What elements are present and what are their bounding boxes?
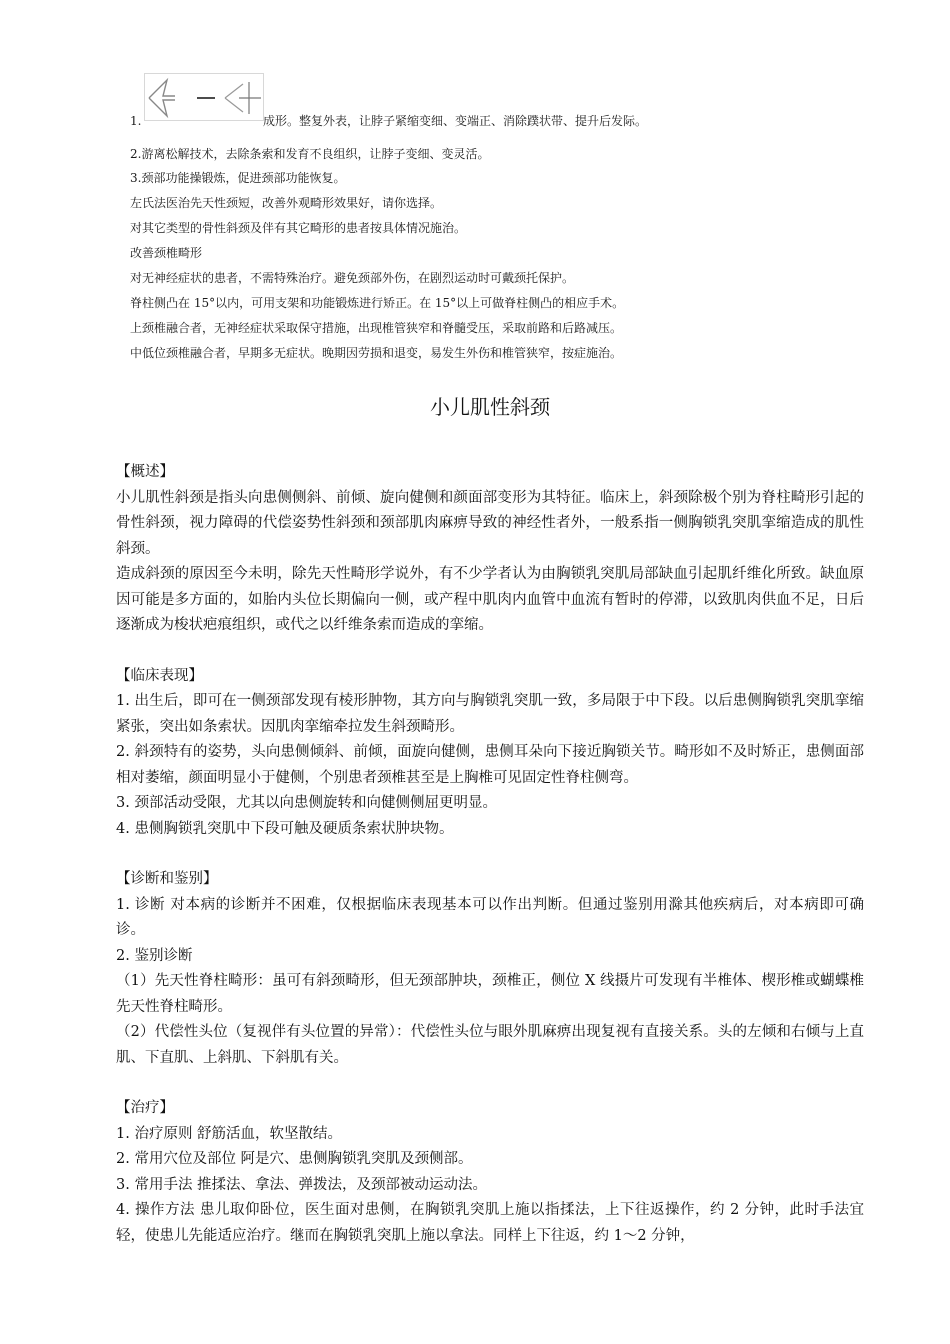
neck-diagram-icon [145, 74, 263, 120]
main-content [116, 460, 864, 1249]
paragraph: 造成斜颈的原因至今未明，除先天性畸形学说外，有不少学者认为由胸锁乳突肌局部缺血引起肌纤维化所致。缺血原因可能是多方面的，如胎内头位长期偏向一侧，或产程中肌肉内血管中血流有暂时的停滞，以致肌肉供血不足，日后逐渐成为梭状疤痕组织，或代之以纤维条索而造成的挛缩。 [116, 566, 864, 633]
top-line: 对其它类型的骨性斜颈及伴有其它畸形的患者按具体情况施治。 [130, 221, 467, 235]
paragraph: 4. 操作方法 患儿取仰卧位，医生面对患侧，在胸锁乳突肌上施以指揉法，上下往返操作，约 2 分钟，此时手法宜轻，使患儿先能适应治疗。继而在胸锁乳突肌上施以拿法。同样上下往返，约 1～2 分钟， [116, 1202, 864, 1244]
top-line-1-text: 成形。整复外表，让脖子紧缩变细、变端正、消除蹼状带、提升后发际。 [263, 114, 648, 128]
top-line: 3.颈部功能操锻炼，促进颈部功能恢复。 [130, 171, 346, 185]
neck-diagram-image [144, 73, 264, 121]
paragraph: 2. 斜颈特有的姿势，头向患侧倾斜、前倾，面旋向健侧，患侧耳朵向下接近胸锁关节。畸形如不及时矫正，患侧面部相对萎缩，颜面明显小于健侧，个别患者颈椎甚至是上胸椎可见固定性脊柱侧弯。 [116, 744, 864, 786]
top-line: 上颈椎融合者，无神经症状采取保守措施，出现椎管狭窄和脊髓受压，采取前路和后路减压。 [130, 321, 623, 335]
paragraph: 2. 常用穴位及部位 阿是穴、患侧胸锁乳突肌及颈侧部。 [116, 1151, 473, 1167]
paragraph: 3. 常用手法 推揉法、拿法、弹拨法，及颈部被动运动法。 [116, 1176, 488, 1193]
top-line: 中低位颈椎融合者，早期多无症状。晚期因劳损和退变，易发生外伤和椎管狭窄，按症施治。 [130, 346, 623, 360]
paragraph: （1）先天性脊柱畸形：虽可有斜颈畸形，但无颈部肿块，颈椎正，侧位 X 线摄片可发现有半椎体、楔形椎或蝴蝶椎先天性脊柱畸形。 [116, 973, 864, 1015]
top-line: 左氏法医治先天性颈短，改善外观畸形效果好，请你选择。 [130, 196, 443, 210]
page-title: 小儿肌性斜颈 [430, 395, 550, 419]
top-line: 2.游离松解技术，去除条索和发育不良组织，让脖子变细、变灵活。 [130, 147, 490, 161]
paragraph: 2. 鉴别诊断 [116, 947, 193, 964]
paragraph: 小儿肌性斜颈是指头向患侧侧斜、前倾、旋向健侧和颜面部变形为其特征。临床上，斜颈除极个别为脊柱畸形引起的骨性斜颈，视力障碍的代偿姿势性斜颈和颈部肌肉麻痹导致的神经性者外，一般系指一侧胸锁乳突肌挛缩造成的肌性斜颈。 [116, 489, 864, 557]
paragraph: 1. 治疗原则 舒筋活血，软坚散结。 [116, 1125, 343, 1142]
section-heading-diagnosis: 【诊断和鉴别】 [116, 871, 218, 887]
top-line-1-prefix: 1. [130, 114, 142, 128]
paragraph: 4. 患侧胸锁乳突肌中下段可触及硬质条索状肿块物。 [116, 820, 454, 837]
paragraph: 1. 诊断 对本病的诊断并不困难，仅根据临床表现基本可以作出判断。但通过鉴别用滁其他疾病后，对本病即可确诊。 [116, 896, 864, 938]
section-heading-clinical: 【临床表现】 [116, 667, 203, 684]
paragraph: 1. 出生后，即可在一侧颈部发现有棱形肿物，其方向与胸锁乳突肌一致，多局限于中下段。以后患侧胸锁乳突肌挛缩紧张，突出如条索状。因肌肉挛缩牵拉发生斜颈畸形。 [116, 693, 864, 735]
paragraph: （2）代偿性头位（复视伴有头位置的异常）：代偿性头位与眼外肌麻痹出现复视有直接关系。头的左倾和右倾与上直肌、下直肌、上斜肌、下斜肌有关。 [116, 1024, 864, 1066]
section-heading-overview: 【概述】 [116, 464, 174, 480]
section-heading-treatment: 【治疗】 [116, 1100, 174, 1116]
top-line: 改善颈椎畸形 [130, 246, 203, 260]
top-line: 对无神经症状的患者，不需特殊治疗。避免颈部外伤，在剧烈运动时可戴颈托保护。 [130, 271, 575, 285]
paragraph: 3. 颈部活动受限，尤其以向患侧旋转和向健侧侧屈更明显。 [116, 795, 497, 811]
top-line: 脊柱侧凸在 15°以内，可用支架和功能锻炼进行矫正。在 15°以上可做脊柱侧凸的相应手术。 [130, 296, 625, 310]
